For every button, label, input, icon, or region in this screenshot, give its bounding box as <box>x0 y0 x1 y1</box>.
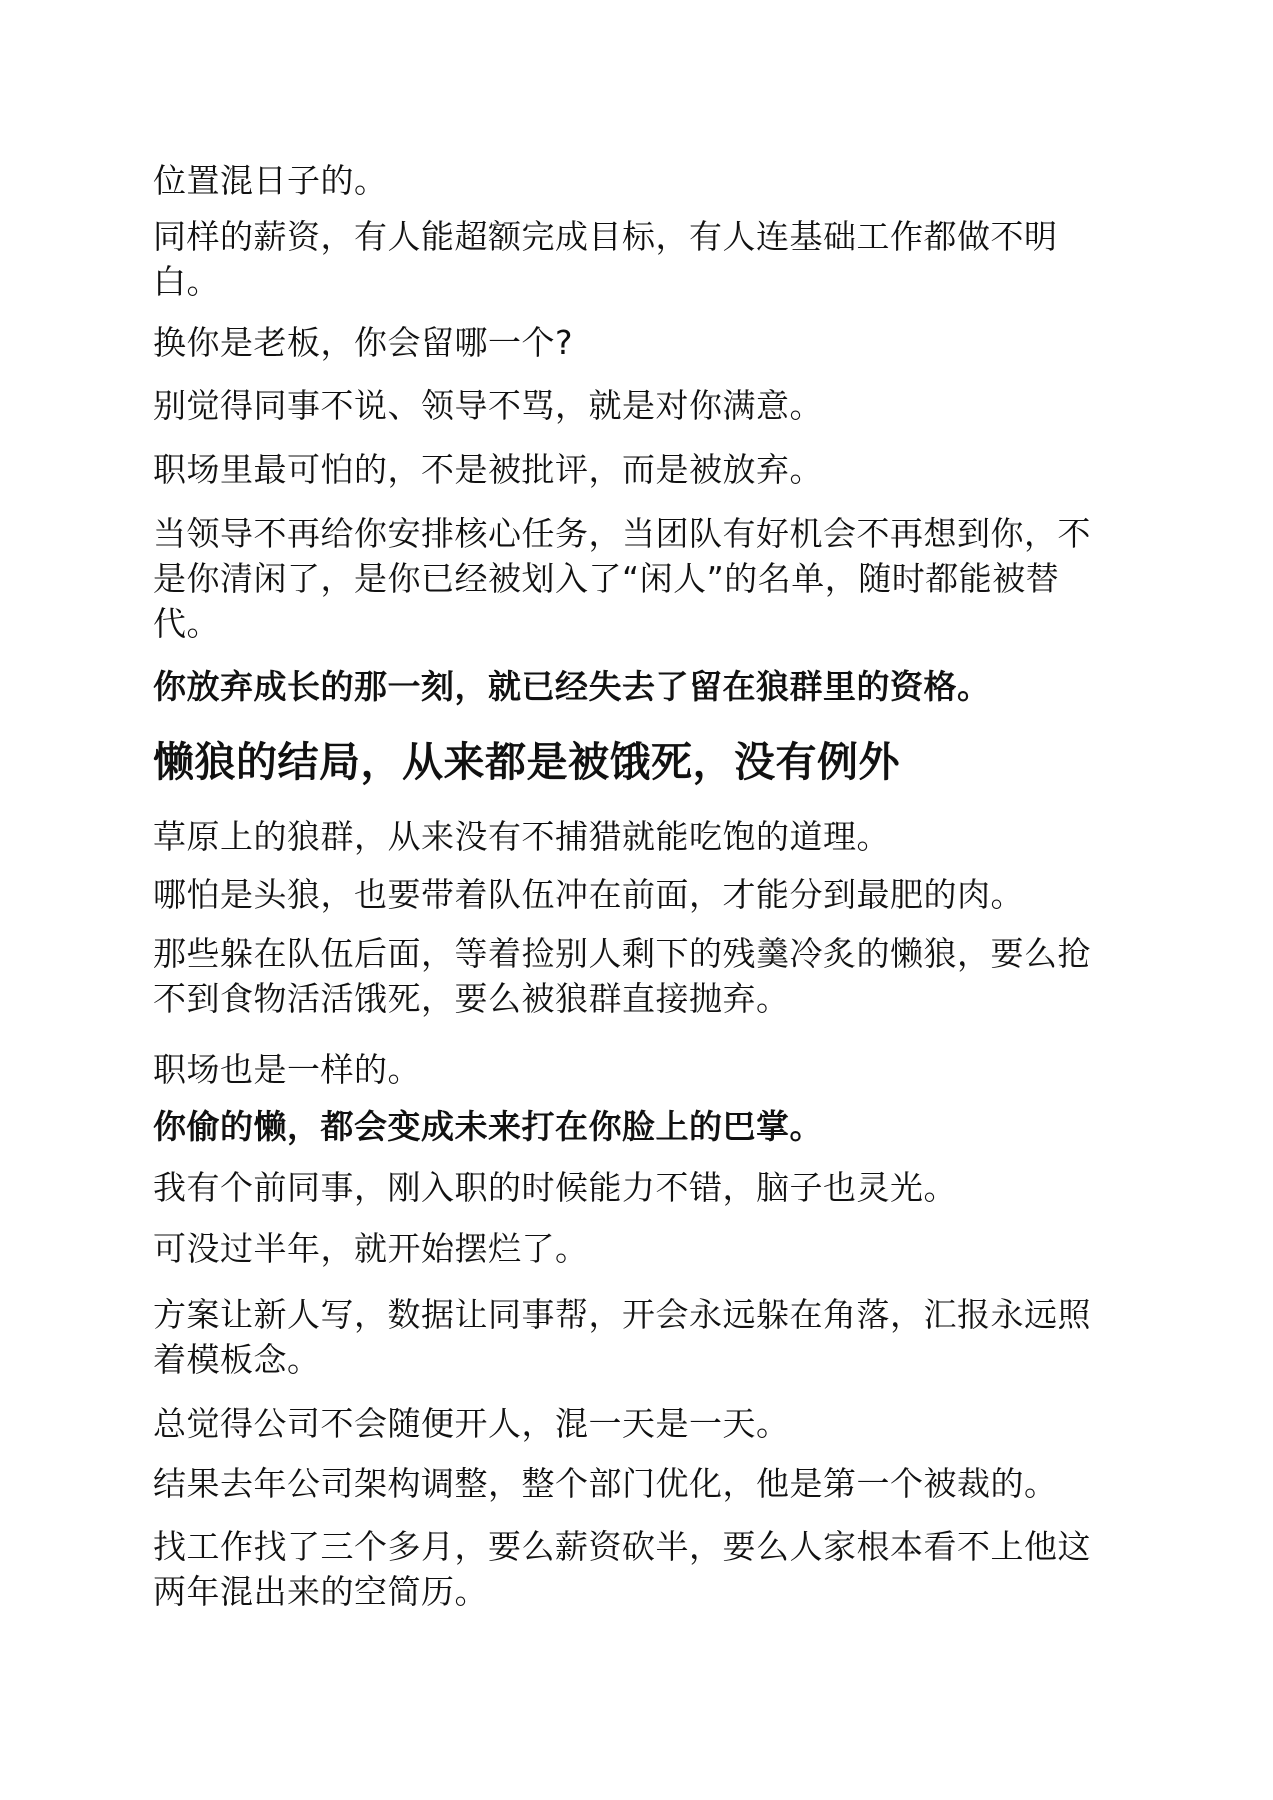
paragraph: 当领导不再给你安排核心任务，当团队有好机会不再想到你，不是你清闲了，是你已经被划入了“闲人”的名单，随时都能被替代。 <box>153 514 1091 643</box>
paragraph: 别觉得同事不说、领导不骂，就是对你满意。 <box>153 386 823 425</box>
paragraph: 总觉得公司不会随便开人，混一天是一天。 <box>153 1404 790 1443</box>
paragraph: 方案让新人写，数据让同事帮，开会永远躲在角落，汇报永远照着模板念。 <box>153 1295 1091 1379</box>
paragraph: 换你是老板，你会留哪一个? <box>153 323 574 362</box>
section-heading: 懒狼的结局，从来都是被饿死，没有例外 <box>153 738 900 786</box>
paragraph: 那些躲在队伍后面，等着捡别人剩下的残羹冷炙的懒狼，要么抢不到食物活活饿死，要么被狼群直接抛弃。 <box>153 934 1091 1018</box>
bold-paragraph: 你偷的懒，都会变成未来打在你脸上的巴掌。 <box>153 1107 823 1146</box>
paragraph: 找工作找了三个多月，要么薪资砍半，要么人家根本看不上他这两年混出来的空简历。 <box>153 1527 1091 1611</box>
paragraph: 职场也是一样的。 <box>153 1050 421 1089</box>
paragraph: 草原上的狼群，从来没有不捕猎就能吃饱的道理。 <box>153 817 890 856</box>
paragraph: 同样的薪资，有人能超额完成目标，有人连基础工作都做不明白。 <box>153 217 1058 301</box>
paragraph: 结果去年公司架构调整，整个部门优化，他是第一个被裁的。 <box>153 1464 1058 1503</box>
paragraph: 我有个前同事，刚入职的时候能力不错，脑子也灵光。 <box>153 1168 957 1207</box>
paragraph: 可没过半年，就开始摆烂了。 <box>153 1229 589 1268</box>
paragraph: 位置混日子的。 <box>153 161 388 200</box>
paragraph: 职场里最可怕的，不是被批评，而是被放弃。 <box>153 450 823 489</box>
bold-paragraph: 你放弃成长的那一刻，就已经失去了留在狼群里的资格。 <box>153 667 991 706</box>
paragraph: 哪怕是头狼，也要带着队伍冲在前面，才能分到最肥的肉。 <box>153 875 1024 914</box>
